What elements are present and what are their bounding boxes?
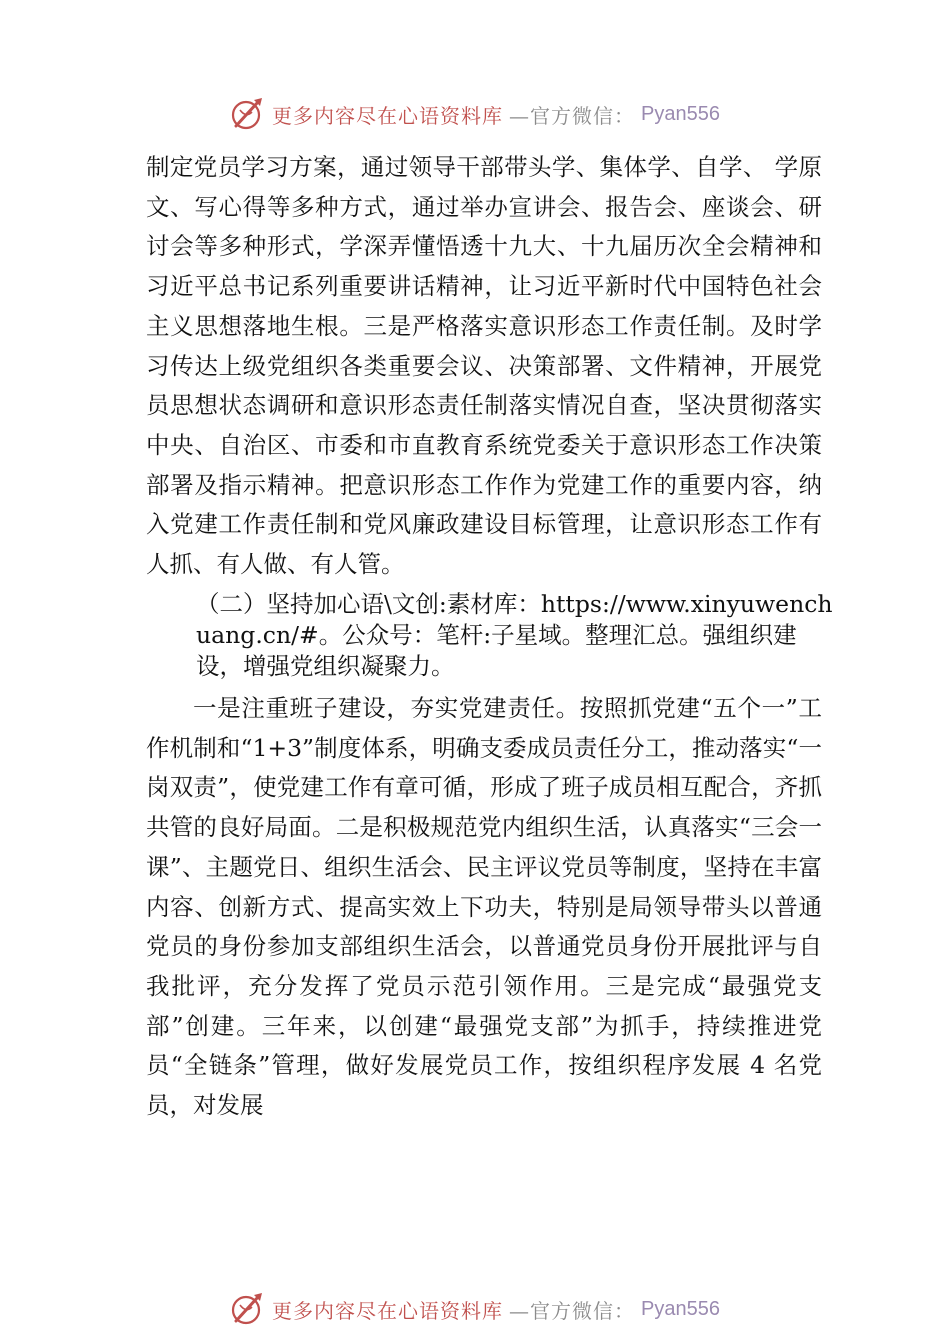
body-paragraph-1: 制定党员学习方案，通过领导干部带头学、集体学、自学、 学原文、写心得等多种方式，通过举办宣讲会、报告会、座谈会、研讨会等多种形式，学深弄懂悟透十九大、十九届历次全会精神和习近平总书记系列重要讲话精神，让习近平新时代中国特色社会主义思想落地生根。三是严格落实意识形态工作责任制。及时学习传达上级党组织各类重要会议、决策部署、文件精神，开展党员思想状态调研和意识形态责任制落实情况自查，坚决贯彻落实中央、自治区、市委和市直教育系统党委关于意识形态工作决策部署及指示精神。把意识形态工作作为党建工作的重要内容，纳入党建工作责任制和党风廉政建设目标管理，让意识形态工作有人抓、有人做、有人管。 bbox=[146, 153, 822, 579]
header-watermark-banner bbox=[0, 94, 950, 134]
pen-logo-icon bbox=[230, 96, 266, 132]
body-paragraph-2: 一是注重班子建设，夯实党建责任。按照抓党建“五个一”工作机制和“1+3”制度体系，明确支委成员责任分工，推动落实“一岗双责”，使党建工作有章可循，形成了班子成员相互配合，齐抓共管的良好局面。二是积极规范党内组织生活，认真落实“三会一课”、主题党日、组织生活会、民主评议党员等制度，坚持在丰富内容、创新方式、提高实效上下功夫，特别是局领导带头以普通党员的身份参加支部组织生活会，以普通党员身份开展批评与自我批评，充分发挥了党员示范引领作用。三是完成“最强党支部”创建。三年来，以创建“最强党支部”为抓手，持续推进党员“全链条”管理，做好发展党员工作，按组织程序发展 4 名党员，对发展 bbox=[146, 694, 822, 1120]
banner-wechat-label: —官方微信： bbox=[509, 1298, 636, 1323]
banner-site-name: 更多内容尽在心语资料库 bbox=[272, 1298, 504, 1323]
banner-wechat-id: Pyan556 bbox=[641, 1297, 720, 1320]
banner-site-name: 更多内容尽在心语资料库 bbox=[272, 103, 504, 128]
banner-wechat-id: Pyan556 bbox=[641, 102, 720, 125]
section-heading-2: （二）坚持加心语\文创:素材库：https://www.xinyuwenchuang.cn/#。公众号：笔杆:子星域。整理汇总。强组织建设，增强党组织凝聚力。 bbox=[196, 590, 833, 680]
footer-watermark-banner bbox=[0, 1289, 950, 1329]
banner-wechat-label: —官方微信： bbox=[509, 103, 636, 128]
pen-logo-icon bbox=[230, 1291, 266, 1327]
